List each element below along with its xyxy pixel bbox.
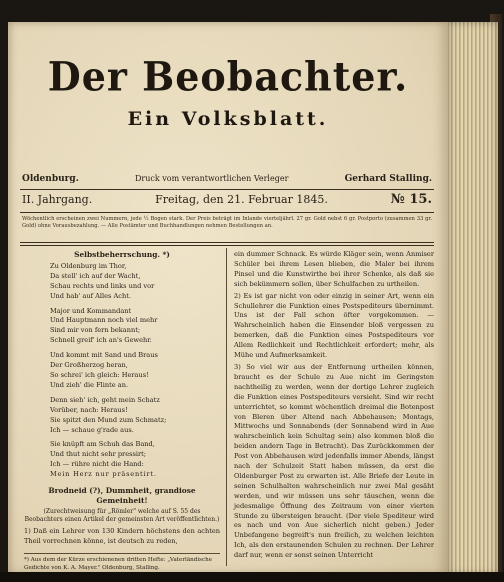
article-paragraph: ein dummer Schnack. Es würde Kläger sein, wenn Anmiser Schüler bei ihrem Lesen blieben, die Maler bei ihrem Pinsel und die Kunstwirthe bei ihrer Schenke, als daß sie sich bekümmern sollen, über Schulfachen zu urtheilen.	[234, 250, 434, 288]
footnote: *) Aus dem der Kürze erschienenen dritten Hefte: „Vaterländische Gedichte von K. A. Mayer." Oldenburg, Stalling.	[24, 553, 220, 572]
article-lead: 1) Daß ein Lehrer von 130 Kindern höchstens den achten Theil vorrechnen könne, ist deutsch zu reden,	[24, 527, 220, 545]
date-label: Freitag, den 21. Februar 1845.	[155, 193, 328, 206]
poem-line: Und thut nicht sehr pressirt;	[50, 450, 147, 459]
imprint-place: Oldenburg.	[22, 174, 79, 184]
poem-line: Denn sieh' ich, geht mein Schatz	[50, 395, 160, 404]
rule-middle	[20, 212, 434, 213]
poem-line: Zu Oldenburg im Thor,	[50, 261, 127, 270]
imprint-publisher: Gerhard Stalling.	[344, 174, 432, 184]
poem-title: Selbstbeherrschung. *)	[74, 250, 170, 259]
rule-bottom-double	[20, 245, 434, 246]
rule-top	[20, 189, 434, 190]
poem-line: Und zieh' die Flinte an.	[50, 380, 129, 389]
dateline	[22, 192, 432, 210]
newspaper-page	[8, 22, 448, 574]
masthead-title: Der Beobachter.	[47, 52, 409, 101]
article-paragraph: 2) Es ist gar nicht von oder einzig in seiner Art, wenn ein Schullehrer die Funktion eines Postspediteurs übernimmt. Uns ist der Fall schon öfter vorgekommen. — Wahrscheinlich haben die Einsender bloß vergessen zu bemerken, daß die Funktion eines Postspediteurs vor Allem Redlichkeit und Rechtlichkeit erfordert; mehr, als Mühe und Aufmerksamkeit.	[234, 291, 434, 360]
right-column	[234, 250, 434, 563]
poem-line: Schau rechts und links und vor	[50, 281, 155, 290]
bottom-shadow	[0, 572, 504, 582]
poem-line: Sind mir von fern bekannt;	[50, 326, 141, 335]
poem-line: Schnell greif' ich an's Gewehr.	[50, 336, 152, 345]
masthead-subtitle: Ein Volksblatt.	[127, 108, 329, 130]
poem-line: Da stell' ich auf der Wacht,	[50, 271, 141, 280]
issue-number: № 15.	[390, 192, 432, 207]
poem-line: Major und Kommandant	[50, 306, 132, 315]
poem-line: Und Hauptmann noch viel mehr	[50, 316, 158, 325]
article-subtitle: (Zurechtweisung für „Römler" welche auf S. 55 des Beobachters einen Artikel der gemeinsten Art veröffentlichten.)	[24, 508, 220, 524]
article-paragraph: 3) So viel wir aus der Entfernung urtheilen können, braucht es der Schule zu Aue nicht im Geringsten nachtheilig zu werden, wenn der dortige Lehrer zugleich die Funktion eines Postspediteurs versieht. Sind wir recht unterrichtet, so kommt wöchentlich dreimal die Botenpost von Bleren über Altend nach Abbehausen; Montags, Mittwochs und Sonnabends (der Sonnabend wird in Aue wahrscheinlich kein Schultag sein) also kommen bloß die beiden andern Tage in Betracht). Das Zurückkommen der Post von Abbehausen wird jedenfalls immer Abends, längst nach der Schulzeit Statt haben müssen, da erst die Oldenburger Post zu erwarten ist. Alle Briefe der Leute in seinen Schulhalten wahrscheinlich nur zwei Mal gesäht werden, und wir müssen uns sehr täuschen, wenn die jedesmalige Öffnung des Zeitraum von einer vierten Stunde zu übersteigen braucht. (Der viele Spediteur wird es nach und von Aue sicherlich nicht geben.) Jeder Unbefangene begreift's nun freilich, zu welchen leichten Ich, als den erstaunenden Schulen zu rechnen. Der Lehrer darf nur, wenn er sonst seinen Unterricht	[234, 362, 434, 560]
poem-line: Und kommt mit Sand und Braus	[50, 351, 158, 360]
poem-line: Vorüber, nach: Heraus!	[50, 405, 128, 414]
poem-line: Sie spitzt den Mund zum Schmatz;	[50, 415, 167, 424]
left-column	[24, 250, 220, 572]
poem-line: Ich — rühre nicht die Hand:	[50, 460, 144, 469]
volume-label: II. Jahrgang.	[22, 193, 93, 206]
rule-bottom	[20, 242, 434, 243]
column-separator	[226, 248, 227, 566]
poem-line: Und hab' auf Alles Acht.	[50, 291, 131, 300]
article-title: Brodneid (?), Dummheit, grandiose Gemeinheit!	[48, 486, 196, 506]
subscription-notice: Wöchentlich erscheinen zwei Nummern, jede ½ Bogen stark. Der Preis beträgt im Inlande vierteljährl. 27 gr. Gold nebst 6 gr. Postporto (zusammen 33 gr. Gold) ohne Vorausbezahlung. — Alle Postämter und Buchhandlungen nehmen Bestellungen an.	[22, 216, 432, 229]
poem-line: Mein Herz nur präsentirt.	[50, 470, 157, 479]
poem-line: So schrei' ich gleich: Heraus!	[50, 370, 149, 379]
page-edges	[448, 22, 498, 574]
imprint-printer: Druck vom verantwortlichen Verleger	[135, 174, 289, 183]
poem-line: Der Großherzog heran,	[50, 361, 128, 370]
imprint-line	[22, 174, 432, 188]
poem	[24, 262, 220, 480]
poem-line: Sie knüpft am Schuh das Band,	[50, 440, 155, 449]
poem-line: Ich — schaue g'rade aus.	[50, 425, 134, 434]
